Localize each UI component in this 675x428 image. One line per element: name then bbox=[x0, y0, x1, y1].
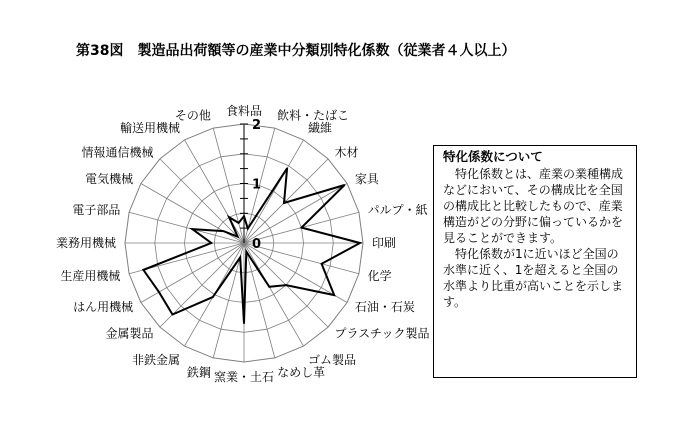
category-label-15: 非鉄金属 bbox=[131, 352, 180, 367]
spoke-11 bbox=[244, 243, 304, 346]
spoke-24 bbox=[213, 128, 244, 243]
figure-title: 第38図 製造品出荷額等の産業中分類別特化係数（従業者４人以上） bbox=[76, 43, 516, 59]
category-label-21: 電気機械 bbox=[85, 172, 134, 186]
category-label-5: 家具 bbox=[354, 172, 379, 186]
category-label-1: 食料品 bbox=[225, 104, 263, 118]
category-label-24: その他 bbox=[174, 108, 211, 123]
tick-label-1: 1 bbox=[252, 177, 262, 193]
category-label-2: 飲料・たばこ bbox=[277, 108, 350, 123]
data-point-12 bbox=[246, 251, 248, 253]
category-label-20: 電子部品 bbox=[72, 202, 121, 217]
category-label-19: 業務用機械 bbox=[55, 236, 116, 250]
note-heading: 特化係数について bbox=[443, 149, 543, 164]
category-label-4: 木材 bbox=[334, 145, 359, 160]
note-paragraph-1: 特化係数とは、産業の業種構成などにおいて、その構成比を全国の構成比と比較したもので、産業構造がどの分野に偏っているかを見ることができます。 bbox=[443, 167, 624, 245]
data-point-8 bbox=[321, 263, 323, 265]
category-label-8: 化学 bbox=[367, 269, 392, 284]
data-point-10 bbox=[285, 284, 287, 286]
category-label-13: 窯業・土石 bbox=[213, 370, 275, 384]
spoke-12 bbox=[244, 243, 275, 358]
data-point-6 bbox=[301, 227, 303, 229]
category-label-9: 石油・石炭 bbox=[354, 300, 415, 314]
spoke-23 bbox=[185, 140, 245, 243]
data-point-11 bbox=[269, 286, 271, 288]
data-point-13 bbox=[243, 323, 245, 325]
spoke-8 bbox=[244, 243, 359, 274]
category-label-16: 金属製品 bbox=[105, 326, 154, 341]
tick-label-2: 2 bbox=[252, 118, 262, 133]
category-label-22: 情報通信機械 bbox=[81, 145, 154, 160]
category-label-7: 印刷 bbox=[372, 236, 397, 250]
category-label-18: 生産用機械 bbox=[60, 269, 121, 284]
data-point-3 bbox=[286, 168, 288, 170]
category-label-3: 繊維 bbox=[308, 121, 333, 136]
data-point-1 bbox=[243, 215, 245, 217]
category-label-14: 鉄鋼 bbox=[186, 365, 211, 380]
category-label-17: はん用機械 bbox=[73, 300, 134, 314]
data-point-21 bbox=[223, 230, 225, 232]
data-point-19 bbox=[211, 242, 213, 244]
data-point-16 bbox=[172, 314, 174, 316]
data-point-5 bbox=[344, 184, 346, 186]
category-label-12: なめし革 bbox=[277, 365, 326, 380]
data-point-7 bbox=[359, 242, 361, 244]
data-point-14 bbox=[239, 257, 241, 259]
data-point-23 bbox=[228, 216, 230, 218]
data-point-18 bbox=[143, 269, 145, 271]
category-label-6: パルプ・紙 bbox=[367, 202, 428, 217]
data-point-2 bbox=[247, 228, 249, 230]
data-point-9 bbox=[333, 294, 335, 296]
data-point-4 bbox=[283, 202, 285, 204]
data-point-24 bbox=[238, 222, 240, 224]
tick-label-0: 0 bbox=[252, 237, 262, 252]
category-label-23: 輸送用機械 bbox=[119, 121, 180, 136]
data-point-17 bbox=[158, 291, 160, 293]
spoke-20 bbox=[129, 212, 244, 243]
note-box bbox=[433, 145, 637, 378]
data-point-20 bbox=[192, 228, 194, 230]
category-label-11: ゴム製品 bbox=[308, 352, 357, 367]
category-label-10: プラスチック製品 bbox=[334, 326, 430, 341]
data-point-22 bbox=[237, 236, 239, 238]
data-point-15 bbox=[212, 296, 214, 298]
note-paragraph-2: 特化係数が1に近いほど全国の水準に近く、1を超えると全国の水準より比重が高いことを示します。 bbox=[443, 247, 624, 309]
